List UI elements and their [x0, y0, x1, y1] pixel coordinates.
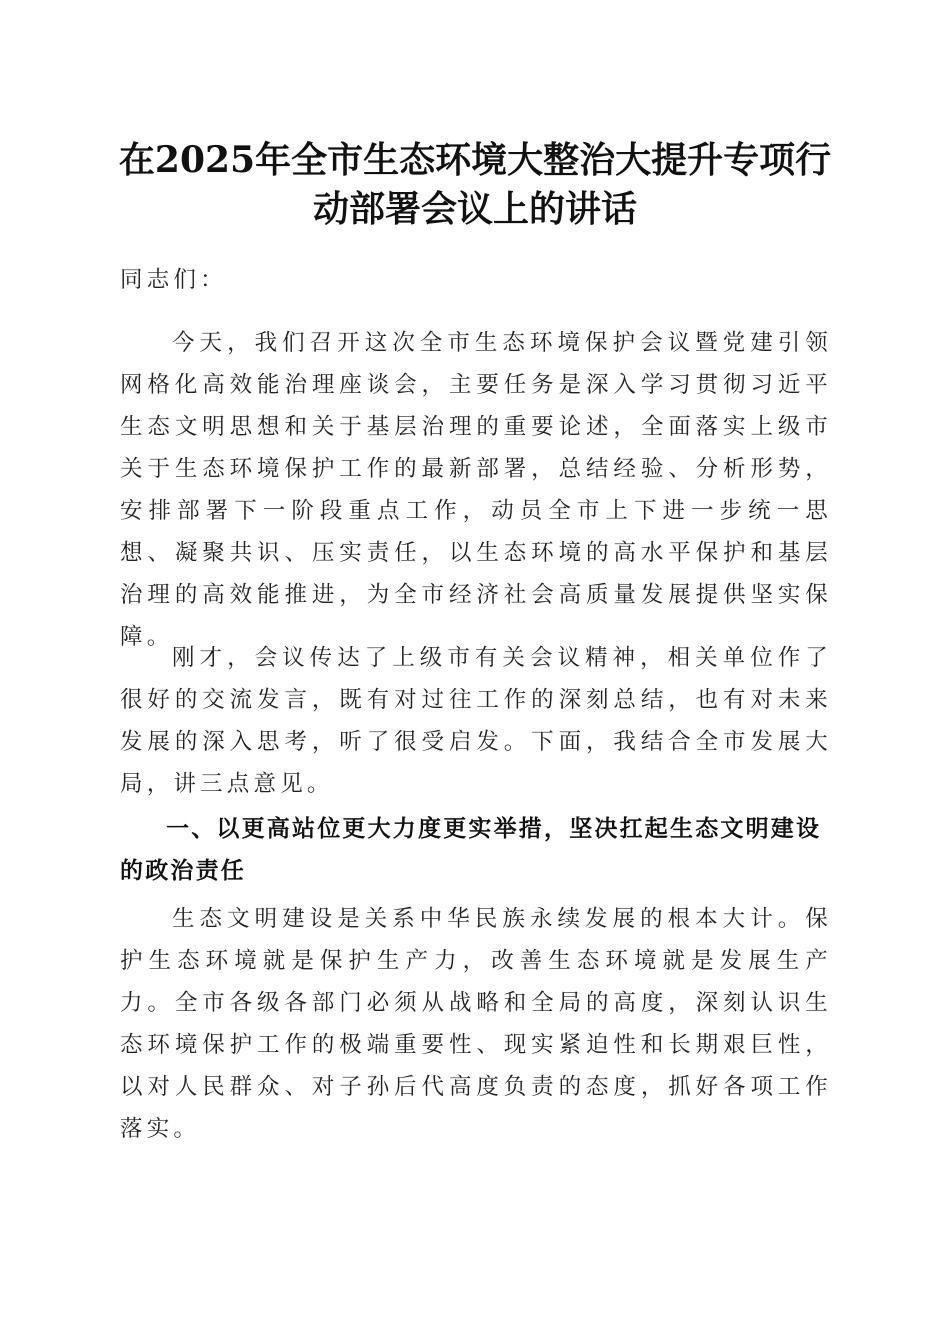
section-1-paragraph: 生态文明建设是关系中华民族永续发展的根本大计。保护生态环境就是保护生产力，改善生态环境就是发展生产力。全市各级各部门必须从战略和全局的高度，深刻认识生态环境保护工作的极端重要性、现实紧迫性和长期艰巨性，以对人民群众、对子孙后代高度负责的态度，抓好各项工作落实。	[120, 906, 832, 1142]
document-title-line-1: 在2025年全市生态环境大整治大提升专项行	[118, 139, 832, 181]
paragraph-transition: 刚才，会议传达了上级市有关会议精神，相关单位作了很好的交流发言，既有对过往工作的深刻总结，也有对未来发展的深入思考，听了很受启发。下面，我结合全市发展大局，讲三点意见。	[120, 645, 832, 797]
document-title-line-2: 动部署会议上的讲话	[312, 188, 637, 230]
paragraph-opening: 今天，我们召开这次全市生态环境保护会议暨党建引领网格化高效能治理座谈会，主要任务是深入学习贯彻习近平生态文明思想和关于基层治理的重要论述，全面落实上级市关于生态环境保护工作的最新部署，总结经验、分析形势，安排部署下一阶段重点工作，动员全市上下进一步统一思想、凝聚共识、压实责任，以生态环境的高水平保护和基层治理的高效能推进，为全市经济社会高质量发展提供坚实保障。	[120, 330, 832, 650]
salutation: 同志们：	[120, 267, 227, 293]
section-heading-1: 一、以更高站位更大力度更实举措，坚决扛起生态文明建设的政治责任	[120, 816, 822, 884]
